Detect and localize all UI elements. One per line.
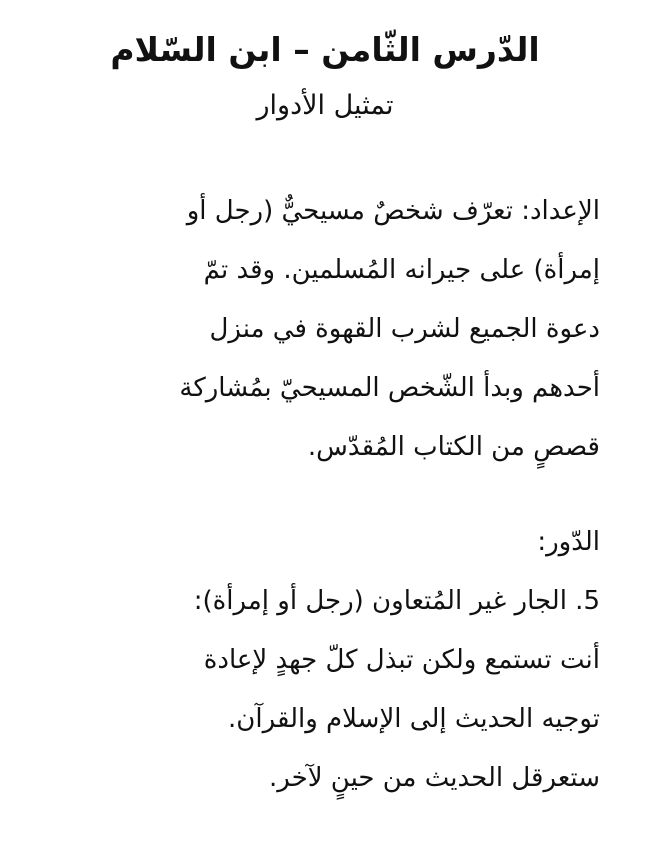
preparation-line: دعوة الجميع لشرب القهوة في منزل [209, 314, 600, 344]
role-line: توجيه الحديث إلى الإسلام والقرآن. [228, 704, 600, 734]
role-section [44, 513, 600, 808]
preparation-section [44, 182, 600, 477]
preparation-line: أحدهم وبدأ الشّخص المسيحيّ بمُشاركة [179, 373, 600, 403]
role-line: ستعرقل الحديث من حينٍ لآخر. [269, 763, 600, 793]
preparation-line: قصصٍ من الكتاب المُقدّس. [307, 432, 600, 462]
page-subtitle: تمثيل الأدوار [256, 90, 394, 121]
role-line: أنت تستمع ولكن تبذل كلّ جهدٍ لإعادة [203, 645, 600, 675]
preparation-line: الإعداد: تعرّف شخصٌ مسيحيٌّ (رجل أو [186, 196, 600, 226]
role-heading: الدّور: [537, 527, 600, 557]
role-line: 5. الجار غير المُتعاون (رجل أو إمرأة): [193, 586, 600, 616]
page-title: الدّرس الثّامن – ابن السّلام [110, 30, 540, 69]
preparation-line: إمرأة) على جيرانه المُسلمين. وقد تمّ [203, 255, 600, 285]
